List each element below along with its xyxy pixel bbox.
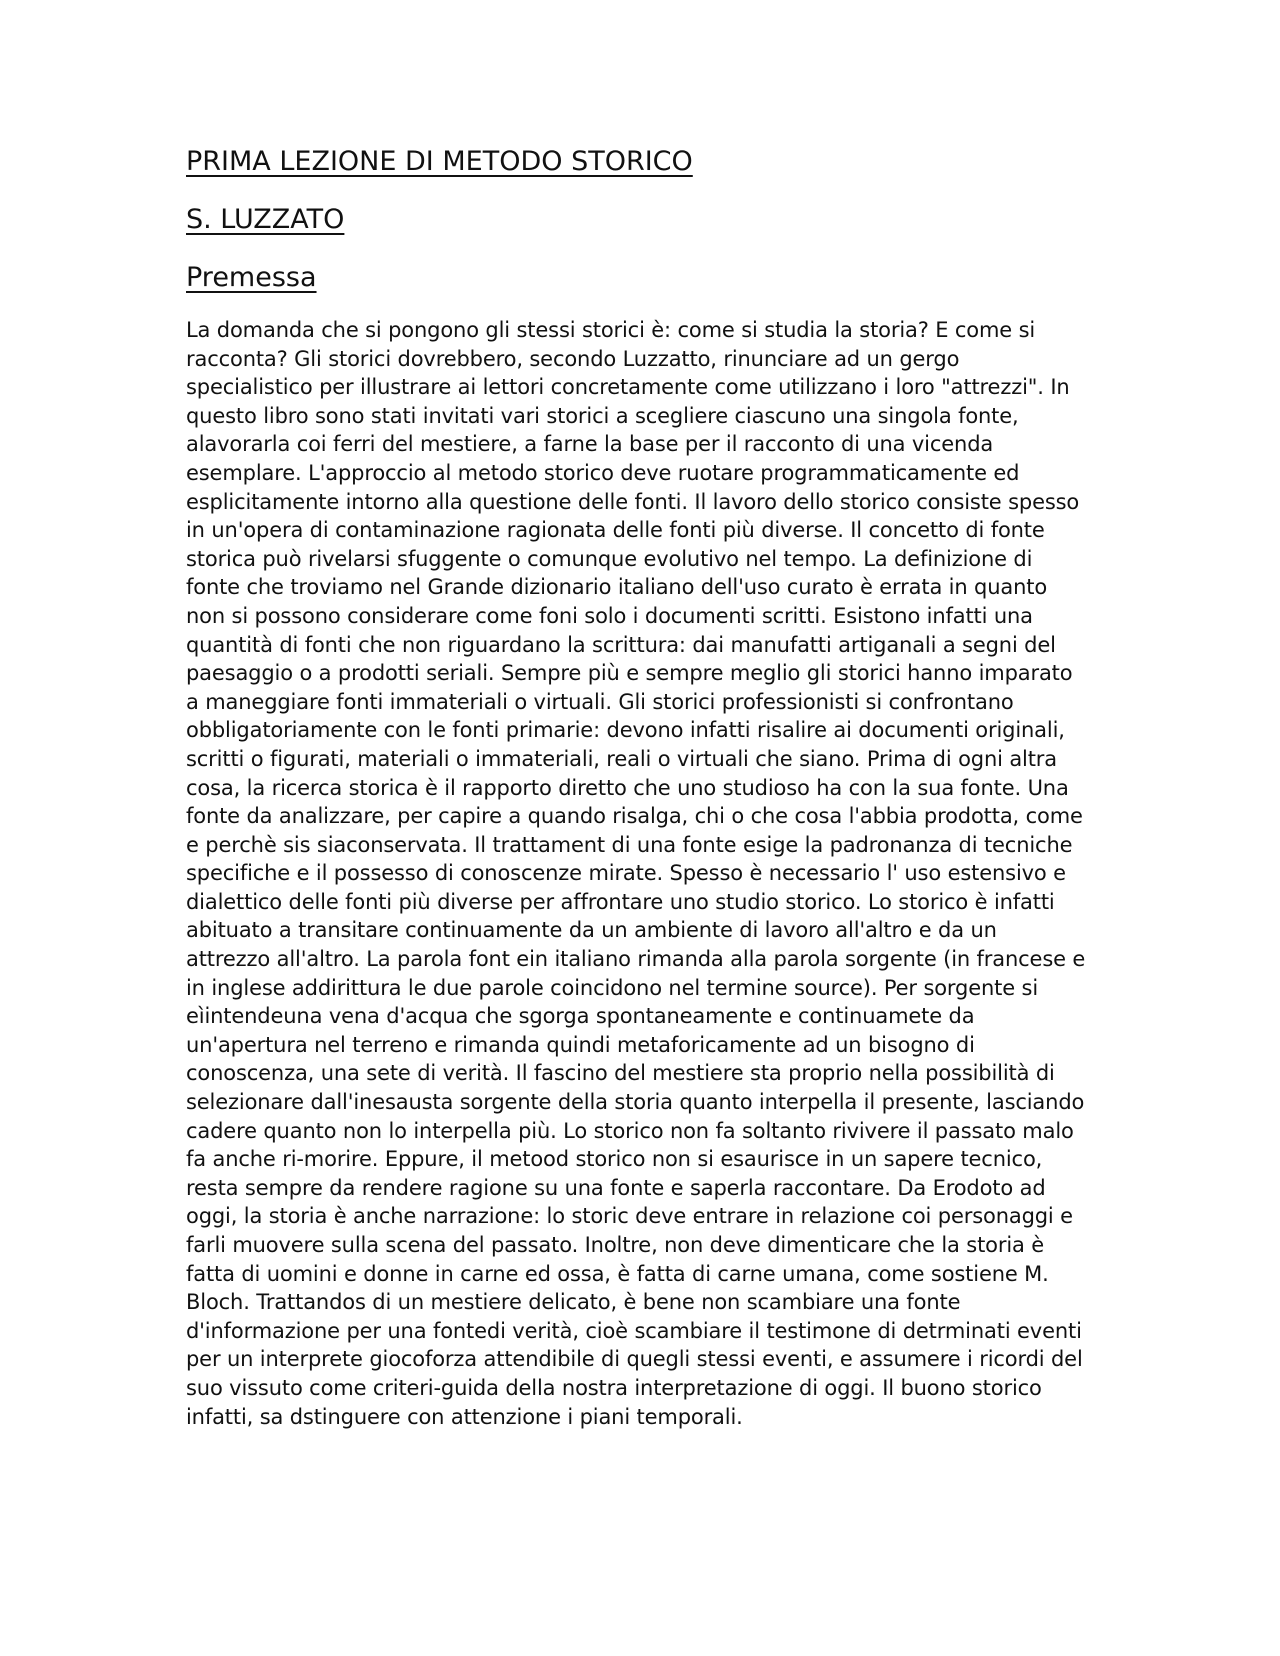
document-content [186, 140, 1086, 1452]
document-title: PRIMA LEZIONE DI METODO STORICO [186, 146, 693, 177]
body-paragraph: La domanda che si pongono gli stessi storici è: come si studia la storia? E come si racconta? Gli storici dovrebbero, secondo Luzzatto, rinunciare ad un gergo specialistico per illustrare ai lettori concretamente come utilizzano i loro "attrezzi". In questo libro sono stati invitati vari storici a scegliere ciascuno una singola fonte, alavorarla coi ferri del mestiere, a farne la base per il racconto di una vicenda esemplare. L'approccio al metodo storico deve ruotare programmaticamente ed esplicitamente intorno alla questione delle fonti. Il lavoro dello storico consiste spesso in un'opera di contaminazione ragionata delle fonti più diverse. Il concetto di fonte storica può rivelarsi sfuggente o comunque evolutivo nel tempo. La definizione di fonte che troviamo nel Grande dizionario italiano dell'uso curato è errata in quanto non si possono considerare come foni solo i documenti scritti. Esistono infatti una quantità di fonti che non riguardano la scrittura: dai manufatti artiganali a segni del paesaggio o a prodotti seriali. Sempre più e sempre meglio gli storici hanno imparato a maneggiare fonti immateriali o virtuali. Gli storici professionisti si confrontano obbligatoriamente con le fonti primarie: devono infatti risalire ai documenti originali, scritti o figurati, materiali o immateriali, reali o virtuali che siano. Prima di ogni altra cosa, la ricerca storica è il rapporto diretto che uno studioso ha con la sua fonte. Una fonte da analizzare, per capire a quando risalga, chi o che cosa l'abbia prodotta, come e perchè sis siaconservata. Il trattament di una fonte esige la padronanza di tecniche specifiche e il possesso di conoscenze mirate. Spesso è necessario l' uso estensivo e dialettico delle fonti più diverse per affrontare uno studio storico. Lo storico è infatti abituato a transitare continuamente da un ambiente di lavoro all'altro e da un attrezzo all'altro. La parola font ein italiano rimanda alla parola sorgente (in francese e in inglese addirittura le due parole coincidono nel termine source). Per sorgente si eìintendeuna vena d'acqua che sgorga spontaneamente e continuamete da un'apertura nel terreno e rimanda quindi metaforicamente ad un bisogno di conoscenza, una sete di verità. Il fascino del mestiere sta proprio nella possibilità di selezionare dall'inesausta sorgente della storia quanto interpella il presente, lasciando cadere quanto non lo interpella più. Lo storico non fa soltanto rivivere il passato malo fa anche ri-morire. Eppure, il metood storico non si esaurisce in un sapere tecnico, resta sempre da rendere ragione su una fonte e saperla raccontare. Da Erodoto ad oggi, la storia è anche narrazione: lo storic deve entrare in relazione coi personaggi e farli muovere sulla scena del passato. Inoltre, non deve dimenticare che la storia è fatta di uomini e donne in carne ed ossa, è fatta di carne umana, come sostiene M. Bloch. Trattandos di un mestiere delicato, è bene non scambiare una fonte d'informazione per una fontedi verità, cioè scambiare il testimone di detrminati eventi per un interprete giocoforza attendibile di quegli stessi eventi, e assumere i ricordi del suo vissuto come criteri-guida della nostra interpretazione di oggi. Il buono storico infatti, sa dstinguere con attenzione i piani temporali. [186, 318, 1086, 1429]
document-author: S. LUZZATO [186, 204, 345, 235]
section-heading: Premessa [186, 262, 317, 293]
